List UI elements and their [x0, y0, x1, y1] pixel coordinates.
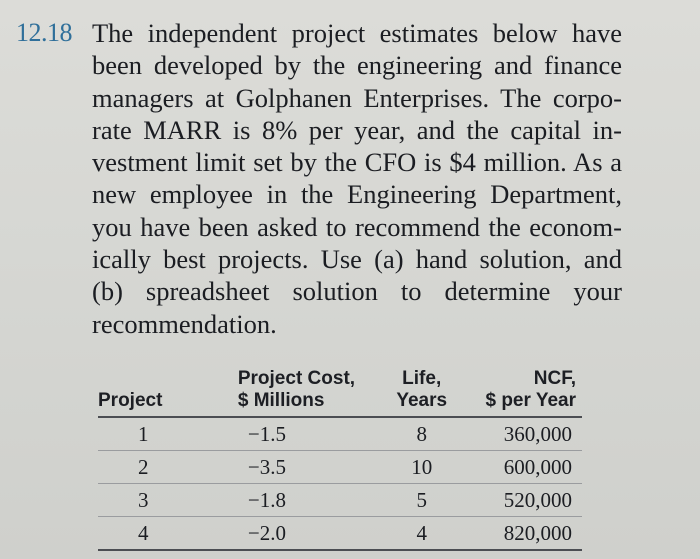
header-cost-line1: Project Cost, [237, 368, 356, 389]
cell-life: 4 [369, 517, 461, 551]
header-cost-line2: $ Millions [237, 390, 325, 411]
problem-number: 12.18 [16, 18, 72, 47]
header-project [98, 368, 220, 417]
header-life-line2: Years [396, 390, 448, 411]
cell-ncf: 520,000 [461, 484, 582, 517]
cell-life: 8 [369, 417, 461, 451]
header-project-cost [220, 368, 369, 417]
problem-line-7: you have been asked to recommend the econom- [92, 211, 622, 242]
header-life [369, 368, 461, 417]
table-row [98, 517, 582, 551]
problem-line-2: been developed by the engineering and finance [92, 50, 622, 81]
cell-ncf: 600,000 [461, 451, 582, 484]
table-row [98, 417, 582, 451]
table-row [98, 484, 582, 517]
problem-line-4: rate MARR is 8% per year, and the capital in- [92, 114, 622, 145]
problem-statement [92, 17, 622, 340]
cell-life: 10 [369, 451, 461, 484]
project-estimates-table [98, 368, 582, 551]
table-header-row [98, 368, 582, 417]
problem-line-8: ically best projects. Use (a) hand solution, and [92, 244, 622, 275]
cell-cost: −1.8 [220, 484, 369, 517]
cell-project: 3 [98, 484, 220, 517]
problem-line-9: (b) spreadsheet solution to determine your [92, 276, 622, 307]
cell-ncf: 360,000 [461, 417, 582, 451]
cell-cost: −2.0 [220, 517, 369, 551]
header-life-line1: Life, [402, 368, 442, 389]
header-ncf-line1: NCF, [533, 368, 576, 389]
header-ncf-line2: $ per Year [485, 390, 576, 411]
cell-project: 2 [98, 451, 220, 484]
header-ncf [461, 368, 582, 417]
cell-ncf: 820,000 [461, 517, 582, 551]
cell-life: 5 [369, 484, 461, 517]
problem-line-3: managers at Golphanen Enterprises. The corpo- [92, 82, 622, 113]
header-project-label: Project [98, 390, 163, 411]
cell-cost: −1.5 [220, 417, 369, 451]
table-row [98, 451, 582, 484]
problem-line-6: new employee in the Engineering Department, [92, 179, 622, 210]
cell-cost: −3.5 [220, 451, 369, 484]
problem-line-10: recommendation. [92, 308, 277, 339]
problem-line-1: The independent project estimates below have [92, 18, 622, 48]
problem-line-5: vestment limit set by the CFO is $4 million. As a [92, 147, 622, 178]
cell-project: 1 [98, 417, 220, 451]
cell-project: 4 [98, 517, 220, 551]
